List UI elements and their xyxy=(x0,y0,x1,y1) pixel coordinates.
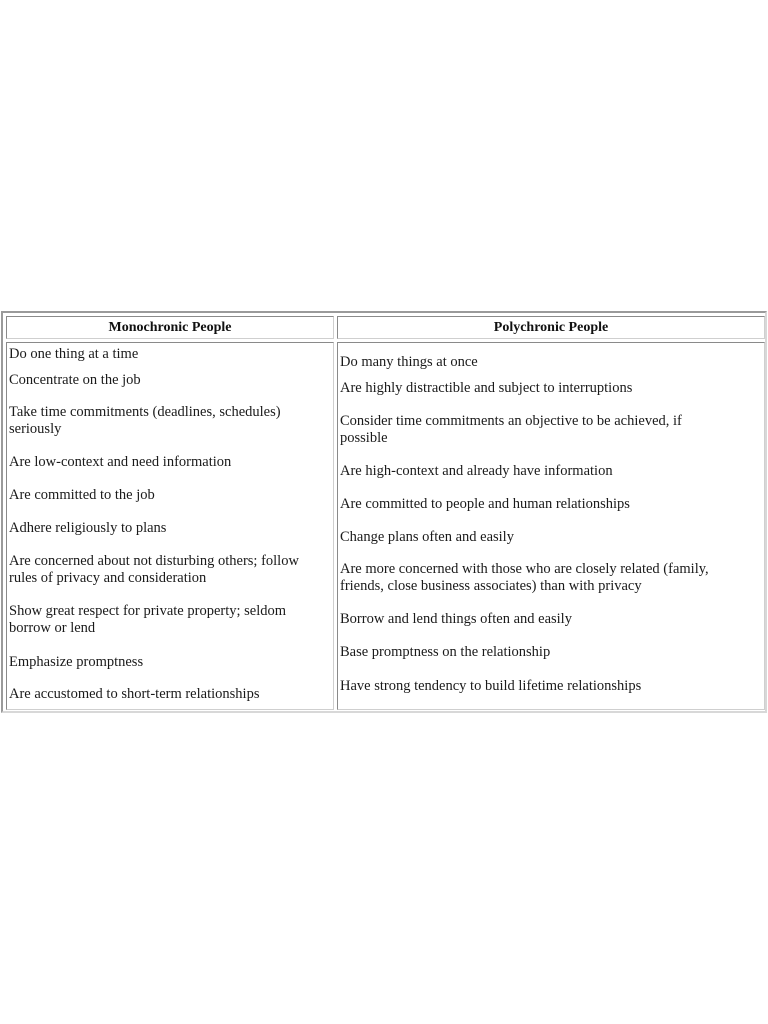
monochronic-item: Emphasize promptness xyxy=(9,654,144,670)
polychronic-item: Do many things at once xyxy=(340,354,478,370)
polychronic-item: Consider time commitments an objective to be achieved, if possible xyxy=(340,413,682,446)
polychronic-item: Are highly distractible and subject to interruptions xyxy=(340,380,633,396)
polychronic-item: Are committed to people and human relationships xyxy=(340,496,630,512)
polychronic-item: Base promptness on the relationship xyxy=(340,644,551,660)
monochronic-item: Are accustomed to short-term relationships xyxy=(9,686,260,702)
comparison-table xyxy=(1,311,767,713)
polychronic-item: Change plans often and easily xyxy=(340,529,514,545)
header-cell-monochronic xyxy=(6,316,334,339)
polychronic-item: Are more concerned with those who are closely related (family, friends, close business associates) than with privacy xyxy=(340,561,709,594)
monochronic-item: Take time commitments (deadlines, schedules) seriously xyxy=(9,404,281,437)
monochronic-item: Show great respect for private property; seldom borrow or lend xyxy=(9,603,287,636)
polychronic-item: Are high-context and already have information xyxy=(340,463,613,479)
monochronic-item: Do one thing at a time xyxy=(9,346,139,362)
header-monochronic: Monochronic People xyxy=(108,320,232,335)
monochronic-item: Adhere religiously to plans xyxy=(9,520,167,536)
polychronic-item: Have strong tendency to build lifetime relationships xyxy=(340,678,642,694)
monochronic-item: Are concerned about not disturbing others; follow rules of privacy and consideration xyxy=(9,553,299,586)
monochronic-item: Concentrate on the job xyxy=(9,372,141,388)
polychronic-column xyxy=(337,342,765,710)
header-polychronic: Polychronic People xyxy=(493,320,609,335)
monochronic-item: Are low-context and need information xyxy=(9,454,232,470)
monochronic-item: Are committed to the job xyxy=(9,487,155,503)
monochronic-column xyxy=(6,342,334,710)
header-cell-polychronic xyxy=(337,316,765,339)
polychronic-item: Borrow and lend things often and easily xyxy=(340,611,572,627)
